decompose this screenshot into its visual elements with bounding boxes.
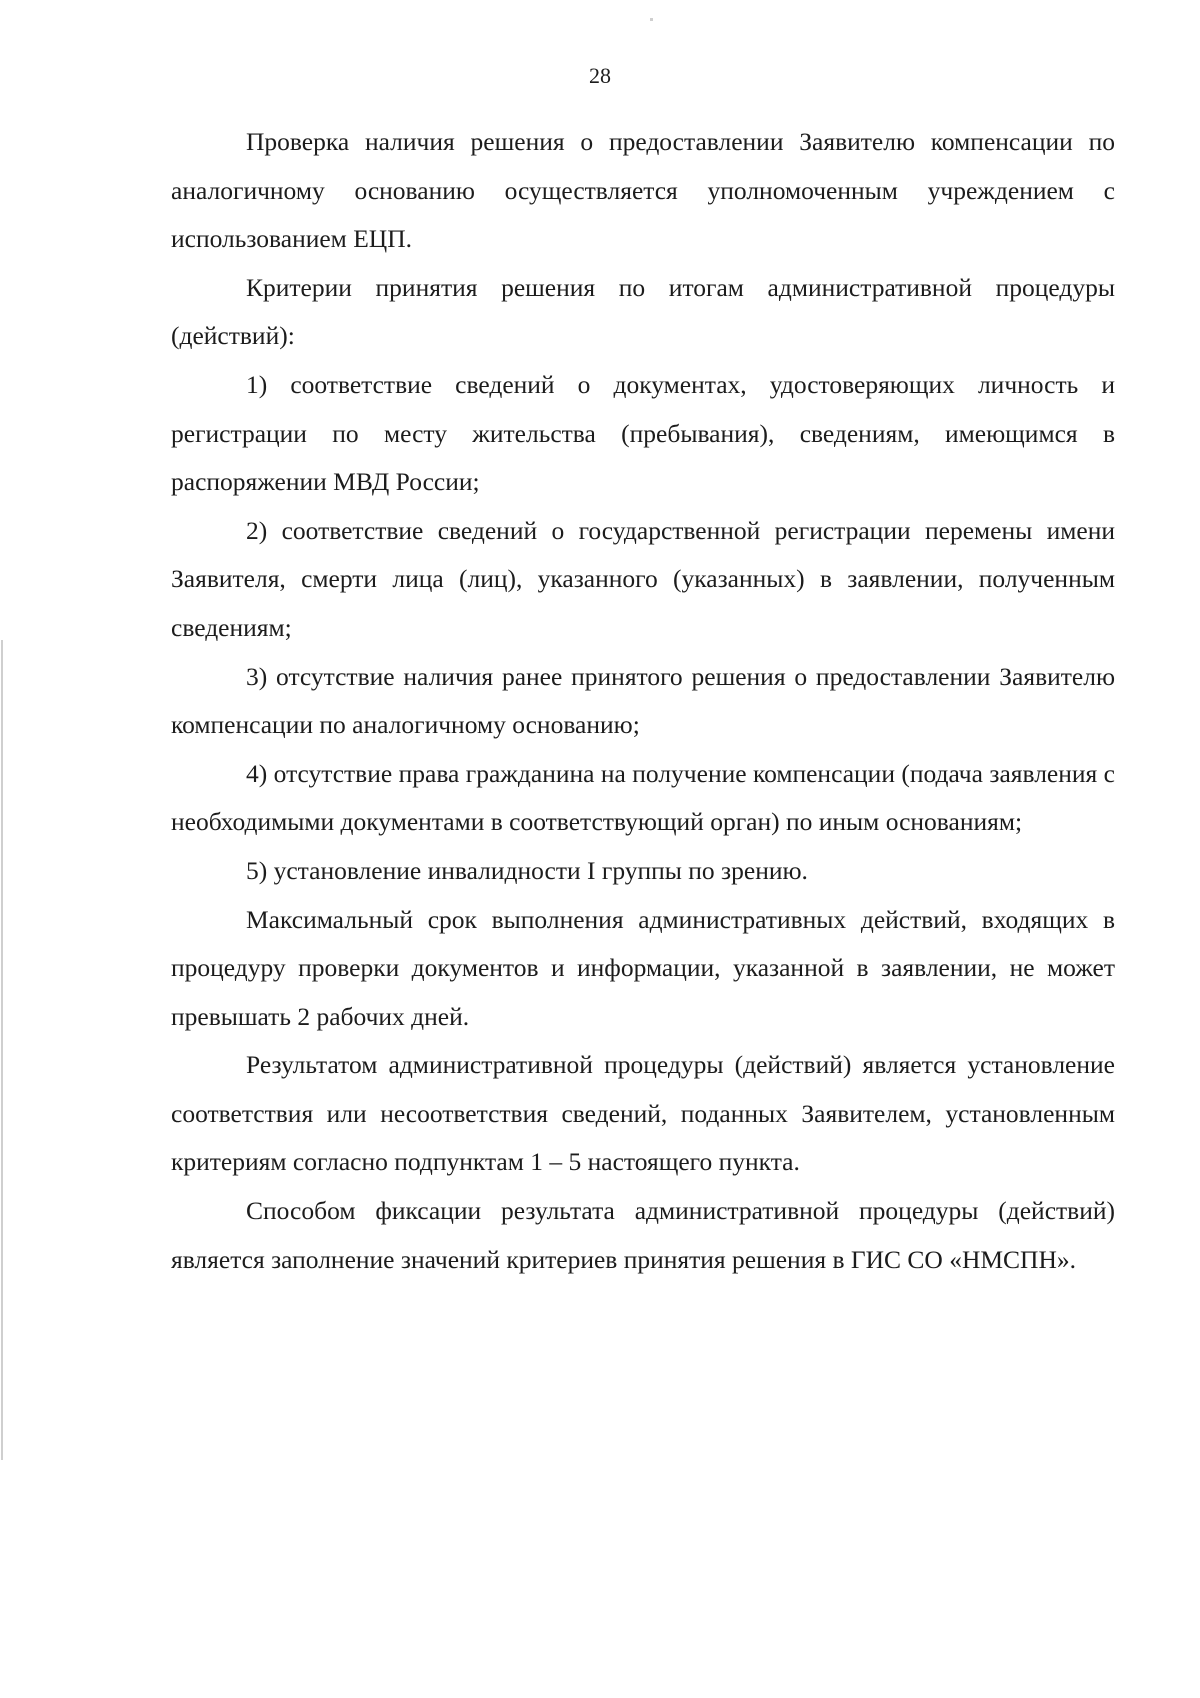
scan-edge-mark bbox=[1, 640, 3, 1460]
paragraph-verification: Проверка наличия решения о предоставлении Заявителю компенсации по аналогичному основанию осуществляется уполномоченным учреждением с использованием ЕЦП. bbox=[171, 127, 1115, 254]
criterion-4: 4) отсутствие права гражданина на получение компенсации (подача заявления с необходимыми документами в соответствующий орган) по иным основаниям; bbox=[171, 758, 1115, 837]
criterion-5: 5) установление инвалидности I группы по зрению. bbox=[246, 855, 808, 885]
criterion-3: 3) отсутствие наличия ранее принятого решения о предоставлении Заявителю компенсации по аналогичному основанию; bbox=[171, 661, 1115, 740]
criterion-2: 2) соответствие сведений о государственной регистрации перемены имени Заявителя, смерти лица (лиц), указанного (указанных) в заявлении, полученным сведениям; bbox=[171, 515, 1115, 642]
paragraph-criteria-intro: Критерии принятия решения по итогам административной процедуры (действий): bbox=[171, 272, 1115, 351]
paragraph-max-term: Максимальный срок выполнения административных действий, входящих в процедуру проверки документов и информации, указанной в заявлении, не может превышать 2 рабочих дней. bbox=[171, 904, 1115, 1031]
paragraph-result: Результатом административной процедуры (действий) является установление соответствия или несоответствия сведений, поданных Заявителем, установленным критериям согласно подпунктам 1 – 5 настоящего пункта. bbox=[171, 1050, 1115, 1177]
document-body bbox=[171, 118, 1115, 1284]
criterion-1: 1) соответствие сведений о документах, удостоверяющих личность и регистрации по месту жительства (пребывания), сведениям, имеющимся в распоряжении МВД России; bbox=[171, 369, 1115, 497]
scan-dust-mark bbox=[650, 18, 653, 21]
paragraph-fixation: Способом фиксации результата административной процедуры (действий) является заполнение значений критериев принятия решения в ГИС СО «НМСПН». bbox=[171, 1196, 1115, 1274]
page-number: 28 bbox=[589, 63, 611, 88]
